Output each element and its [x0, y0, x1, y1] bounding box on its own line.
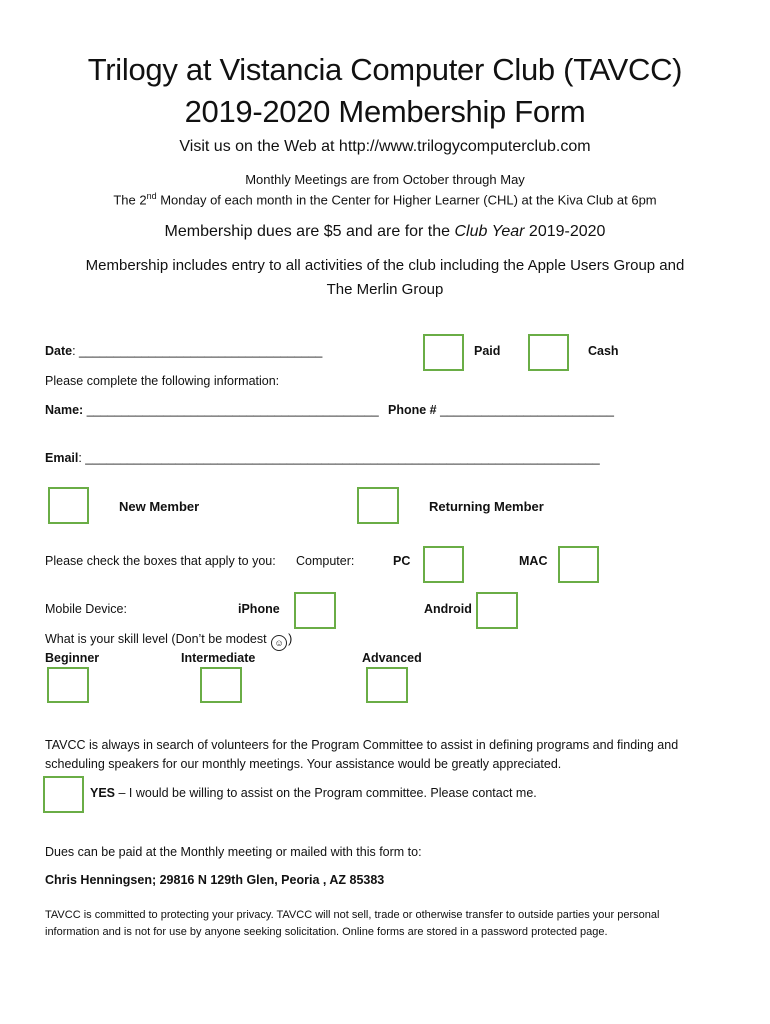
advanced-checkbox[interactable] — [366, 667, 408, 703]
volunteer-yes-text: YES – I would be willing to assist on the Program committee. Please contact me. — [90, 786, 537, 800]
returning-member-label: Returning Member — [429, 499, 544, 514]
skill-question: What is your skill level (Don’t be modest ☺ ) — [45, 632, 292, 651]
dues-line: Membership dues are $5 and are for the Club Year 2019-2020 — [164, 223, 606, 240]
new-member-label: New Member — [119, 499, 200, 514]
mailing-address: Chris Henningsen; 29816 N 129th Glen, Peoria , AZ 85383 — [45, 873, 385, 887]
form-title-line1: Trilogy at Vistancia Computer Club (TAVCC) — [87, 52, 683, 87]
email-field[interactable]: Email: __________________________________________________________________________ — [45, 451, 600, 465]
check-boxes-text: Please check the boxes that apply to you: — [45, 554, 276, 568]
privacy-line1: TAVCC is committed to protecting your privacy. TAVCC will not sell, trade or otherwise transfer to outside parties your personal — [45, 909, 660, 921]
volunteer-line2: scheduling speakers for our monthly meetings. Your assistance would be greatly appreciated. — [45, 757, 562, 771]
beginner-checkbox[interactable] — [47, 667, 89, 703]
complete-info-text: Please complete the following information: — [45, 374, 280, 388]
smiley-icon: ☺ — [271, 635, 287, 651]
iphone-label: iPhone — [238, 602, 280, 616]
android-checkbox[interactable] — [476, 592, 518, 629]
intermediate-checkbox[interactable] — [200, 667, 242, 703]
date-field[interactable]: Date: ___________________________________ — [45, 344, 323, 358]
meetings-line1: Monthly Meetings are from October through May — [245, 172, 525, 187]
mac-checkbox[interactable] — [558, 546, 599, 583]
paid-checkbox[interactable] — [423, 334, 464, 371]
meetings-line2: The 2nd Monday of each month in the Center for Higher Learner (CHL) at the Kiva Club at 6pm — [113, 191, 657, 208]
new-member-checkbox[interactable] — [48, 487, 89, 524]
includes-line2: The Merlin Group — [326, 281, 444, 298]
computer-label: Computer: — [296, 554, 355, 568]
pc-checkbox[interactable] — [423, 546, 464, 583]
website-line: Visit us on the Web at http://www.trilogycomputerclub.com — [179, 138, 591, 155]
form-title-line2: 2019-2020 Membership Form — [184, 94, 586, 129]
returning-member-checkbox[interactable] — [357, 487, 399, 524]
pc-label: PC — [393, 554, 411, 568]
intermediate-label: Intermediate — [181, 651, 256, 665]
mobile-label: Mobile Device: — [45, 602, 127, 616]
dues-paid-text: Dues can be paid at the Monthly meeting or mailed with this form to: — [45, 845, 422, 859]
android-label: Android — [424, 602, 472, 616]
beginner-label: Beginner — [45, 651, 100, 665]
cash-label: Cash — [588, 344, 619, 358]
mac-label: MAC — [519, 554, 548, 568]
advanced-label: Advanced — [362, 651, 422, 665]
privacy-line2: information and is not for use by anyone seeking solicitation. Online forms are stored in a password protected page. — [45, 926, 608, 938]
volunteer-line1: TAVCC is always in search of volunteers for the Program Committee to assist in defining programs and finding and — [45, 738, 679, 752]
iphone-checkbox[interactable] — [294, 592, 336, 629]
includes-line1: Membership includes entry to all activities of the club including the Apple Users Group and — [85, 257, 685, 274]
volunteer-yes-checkbox[interactable] — [43, 776, 84, 813]
cash-checkbox[interactable] — [528, 334, 569, 371]
paid-label: Paid — [474, 344, 501, 358]
name-field[interactable]: Name: __________________________________________ — [45, 403, 379, 417]
phone-field[interactable]: Phone # _________________________ — [388, 403, 614, 417]
